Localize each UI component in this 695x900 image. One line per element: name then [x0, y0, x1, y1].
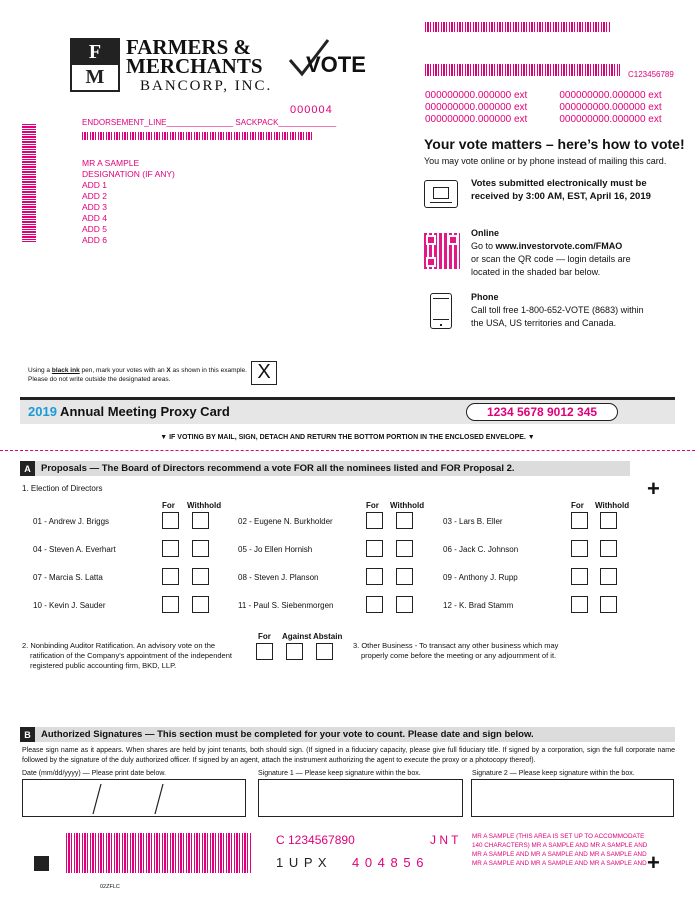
address-block: MR A SAMPLE DESIGNATION (IF ANY) ADD 1 ADD 2 ADD 3 ADD 4 ADD 5 ADD 6: [82, 158, 175, 245]
proposal-3-text: 3. Other Business - To transact any other business which may properly come before the meeting or any adjournment of it.: [353, 641, 559, 660]
nominee-01: 01 - Andrew J. Briggs: [33, 517, 110, 526]
nominee-11: 11 - Paul S. Siebenmorgen: [238, 601, 334, 610]
for-checkbox[interactable]: [162, 596, 179, 613]
nominee-04: 04 - Steven A. Everhart: [33, 545, 116, 554]
footer-upx: 1 U P X: [276, 855, 328, 870]
withhold-checkbox[interactable]: [192, 512, 209, 529]
proposal-2-text: 2. Nonbinding Auditor Ratification. An advisory vote on the ratification of the Company's appointment of the independent registered public accounting firm, BKD, LLP.: [22, 641, 232, 670]
c-number-top: C123456789: [628, 70, 674, 79]
signature-1-box[interactable]: [258, 779, 463, 817]
withhold-checkbox[interactable]: [192, 596, 209, 613]
col-withhold-3: Withhold: [595, 501, 630, 510]
prop2-against-label: Against: [282, 632, 312, 641]
phone-instructions: Phone Call toll free 1-800-652-VOTE (8683) within the USA, US territories and Canada.: [471, 292, 644, 328]
company-name-line1: FARMERS &: [126, 35, 252, 59]
withhold-checkbox[interactable]: [396, 540, 413, 557]
prop2-abstain-label: Abstain: [313, 632, 343, 641]
col-withhold-2: Withhold: [390, 501, 425, 510]
vertical-barcode: [22, 124, 36, 242]
section-a-header: A Proposals — The Board of Directors recommend a vote FOR all the nominees listed and FOR Proposal 2.: [20, 461, 630, 476]
company-logo: [70, 38, 120, 92]
section-b-header: B Authorized Signatures — This section must be completed for your vote to count. Please date and sign below.: [20, 727, 675, 742]
for-checkbox[interactable]: [162, 568, 179, 585]
col-for-2: For: [366, 501, 379, 510]
logo-letter-f: F: [72, 40, 118, 65]
prop2-against-checkbox[interactable]: [286, 643, 303, 660]
logo-letter-m: M: [85, 66, 105, 88]
withhold-checkbox[interactable]: [600, 512, 617, 529]
top-barcode: [425, 22, 610, 32]
footer-barcode: [66, 833, 252, 873]
withhold-checkbox[interactable]: [600, 596, 617, 613]
nominee-02: 02 - Eugene N. Burkholder: [238, 517, 333, 526]
withhold-checkbox[interactable]: [396, 596, 413, 613]
withhold-checkbox[interactable]: [396, 512, 413, 529]
footer-code: 4 0 4 8 5 6: [352, 855, 425, 870]
deadline-text: Votes submitted electronically must be received by 3:00 AM, EST, April 16, 2019: [471, 178, 651, 202]
sig2-label: Signature 2 — Please keep signature within the box.: [472, 770, 635, 777]
vote-headline: Your vote matters – here’s how to vote!: [424, 136, 685, 152]
prop2-for-label: For: [258, 632, 271, 641]
vote-logo: VOTE: [288, 38, 356, 78]
endorsement-line: ENDORSEMENT_LINE_______________ SACKPACK_____________: [82, 118, 337, 127]
for-checkbox[interactable]: [366, 568, 383, 585]
date-label: Date (mm/dd/yyyy) — Please print date below.: [22, 770, 166, 777]
perforation-line: [0, 450, 695, 451]
withhold-checkbox[interactable]: [192, 540, 209, 557]
example-mark-box: X: [251, 361, 277, 385]
postal-barcode: [82, 132, 312, 140]
prop2-for-checkbox[interactable]: [256, 643, 273, 660]
card-year: 2019: [28, 404, 57, 419]
for-checkbox[interactable]: [571, 568, 588, 585]
crosshair-mark-b: +: [647, 850, 660, 875]
nominee-05: 05 - Jo Ellen Hornish: [238, 545, 313, 554]
vote-subhead: You may vote online or by phone instead of mailing this card.: [424, 156, 667, 166]
nominee-09: 09 - Anthony J. Rupp: [443, 573, 518, 582]
withhold-checkbox[interactable]: [396, 568, 413, 585]
footer-sample-text: MR A SAMPLE (THIS AREA IS SET UP TO ACCOMMODATE 140 CHARACTERS) MR A SAMPLE AND MR A SAMPLE AND MR A SAMPLE AND MR A SAMPLE AND MR A SAMPLE AND MR A SAMPLE AND MR A SAMPLE AND MR A SAMPLE AND: [472, 833, 648, 867]
signature-2-box[interactable]: [471, 779, 674, 817]
col-for-1: For: [162, 501, 175, 510]
company-name-line2: MERCHANTS: [126, 54, 263, 78]
account-number: 1234 5678 9012 345: [466, 403, 618, 421]
nominee-07: 07 - Marcia S. Latta: [33, 573, 103, 582]
nominee-06: 06 - Jack C. Johnson: [443, 545, 519, 554]
online-instructions: Online Go to www.investorvote.com/FMAO or scan the QR code — login details are located in the shaded bar below.: [471, 228, 631, 277]
phone-icon: [430, 293, 452, 329]
footer-jnt: J N T: [430, 833, 459, 847]
election-label: 1. Election of Directors: [22, 484, 103, 493]
card-title-bar: [20, 397, 675, 424]
col-for-3: For: [571, 501, 584, 510]
signature-instructions: Please sign name as it appears. When shares are held by joint tenants, both should sign. (If signed in a fiduciary capacity, please give full fiduciary title. If signed by a corporation, sign the full corporate name followed by the signature of the duly authorized officer. If signed by an agent, attach the instrument authorizing the agent to execute the proxy or a photocopy thereof).: [22, 747, 675, 764]
for-checkbox[interactable]: [571, 540, 588, 557]
for-checkbox[interactable]: [162, 512, 179, 529]
for-checkbox[interactable]: [366, 540, 383, 557]
ext-numbers: 000000000.000000 ext 000000000.000000 ext 000000000.000000 ext 000000000.000000 ext 000000000.000000 ext 000000000.000000 ext: [425, 90, 662, 125]
withhold-checkbox[interactable]: [192, 568, 209, 585]
ink-note: Using a black ink pen, mark your votes with an X as shown in this example. Please do not write outside the designated areas.: [28, 367, 247, 383]
mid-barcode: [425, 64, 620, 76]
qr-code-icon: [424, 233, 460, 269]
withhold-checkbox[interactable]: [600, 568, 617, 585]
crosshair-mark-a: +: [647, 476, 660, 501]
date-separator-icon: [23, 780, 247, 818]
sig1-label: Signature 1 — Please keep signature within the box.: [258, 770, 421, 777]
for-checkbox[interactable]: [366, 512, 383, 529]
col-withhold-1: Withhold: [187, 501, 222, 510]
withhold-checkbox[interactable]: [600, 540, 617, 557]
nominee-10: 10 - Kevin J. Sauder: [33, 601, 106, 610]
date-input-box[interactable]: [22, 779, 246, 817]
sequence-number: 000004: [290, 104, 333, 116]
for-checkbox[interactable]: [571, 512, 588, 529]
card-title: Annual Meeting Proxy Card: [56, 404, 230, 419]
online-url-link[interactable]: www.investorvote.com/FMAO: [495, 241, 623, 251]
nominee-08: 08 - Steven J. Planson: [238, 573, 319, 582]
detach-instruction: ▼ IF VOTING BY MAIL, SIGN, DETACH AND RETURN THE BOTTOM PORTION IN THE ENCLOSED ENVELOPE. ▼: [160, 434, 535, 441]
nominee-03: 03 - Lars B. Eller: [443, 517, 503, 526]
for-checkbox[interactable]: [162, 540, 179, 557]
prop2-abstain-checkbox[interactable]: [316, 643, 333, 660]
company-name-line3: BANCORP, INC.: [140, 78, 273, 94]
nominee-12: 12 - K. Brad Stamm: [443, 601, 514, 610]
footer-c-number: C 1234567890: [276, 833, 355, 847]
registration-mark: [34, 856, 49, 871]
ballot-icon: [424, 180, 458, 208]
form-code: 02ZFLC: [100, 884, 120, 890]
for-checkbox[interactable]: [571, 596, 588, 613]
for-checkbox[interactable]: [366, 596, 383, 613]
